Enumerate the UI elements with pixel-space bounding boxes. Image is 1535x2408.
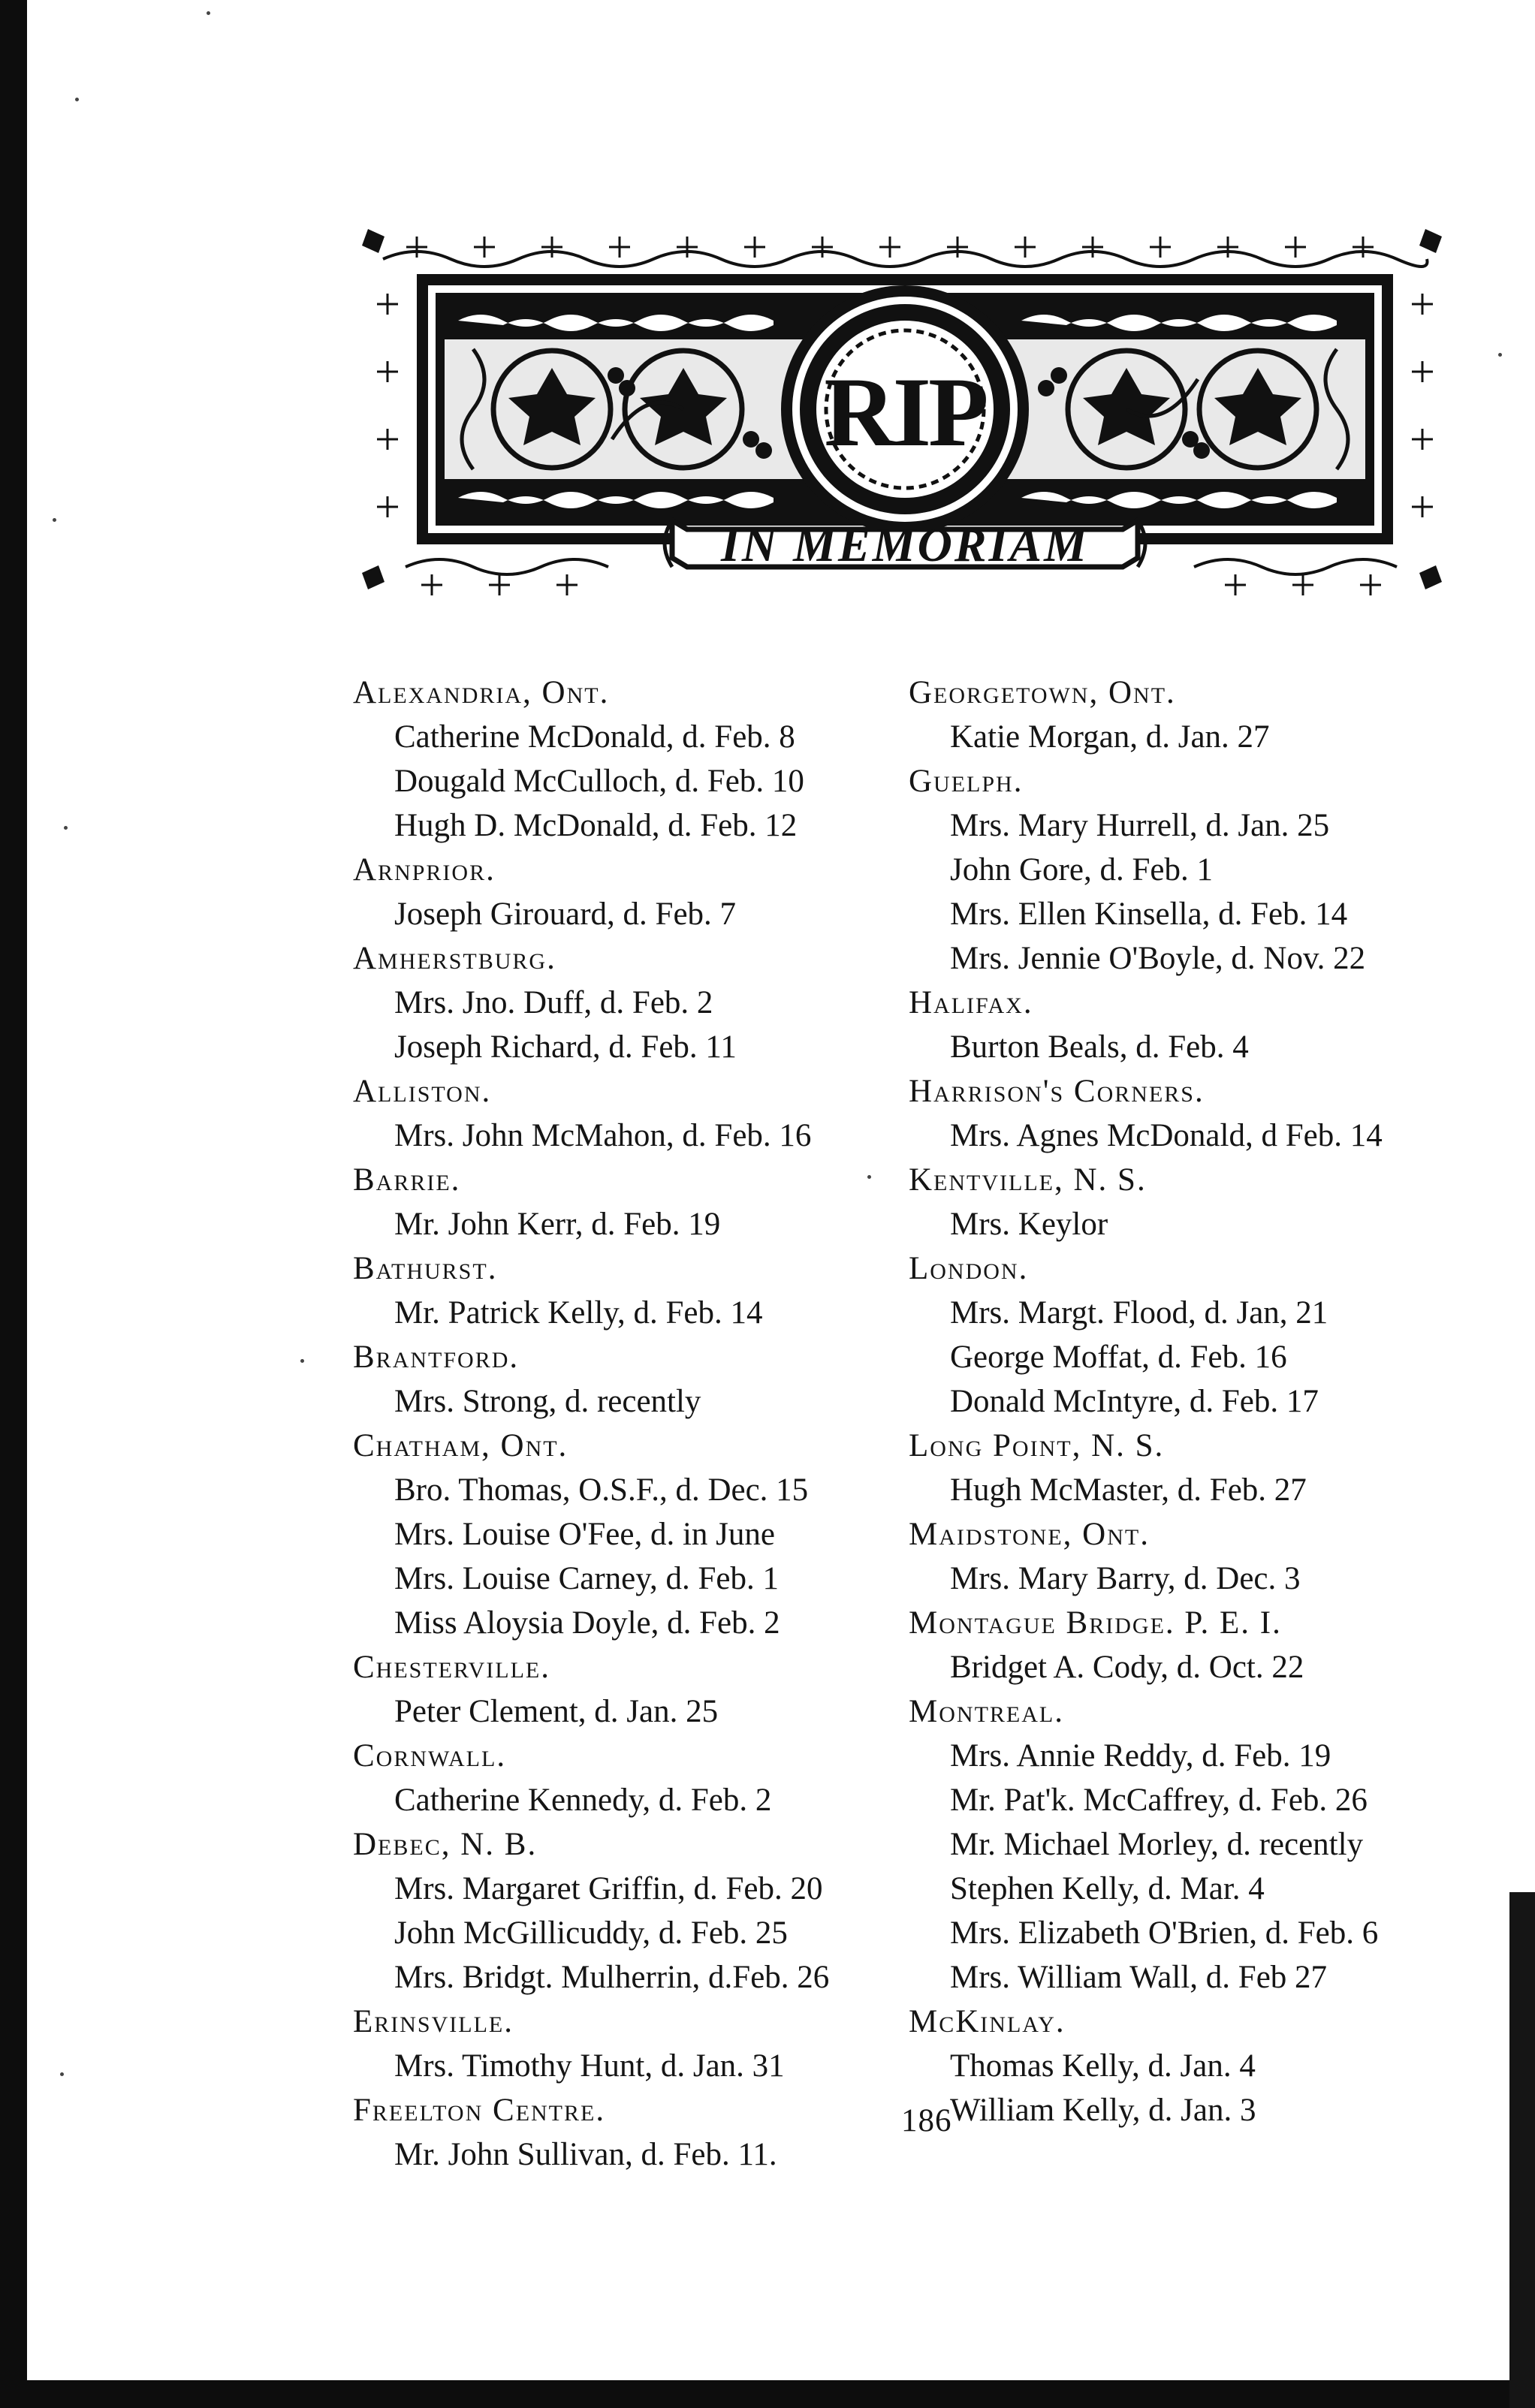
place-heading: Montreal. — [909, 1694, 1064, 1729]
obituary-entry: Mr. Pat'k. McCaffrey, d. Feb. 26 — [950, 1783, 1368, 1818]
obituary-entry: Joseph Girouard, d. Feb. 7 — [394, 897, 737, 932]
place-heading: Amherstburg. — [353, 941, 556, 976]
place-heading: Maidstone, Ont. — [909, 1517, 1150, 1552]
obituary-entry: Mrs. Timothy Hunt, d. Jan. 31 — [394, 2048, 785, 2084]
obituary-entry: Mrs. Jennie O'Boyle, d. Nov. 22 — [950, 941, 1366, 976]
place-heading: Harrison's Corners. — [909, 1074, 1205, 1109]
obituary-entry: Hugh D. McDonald, d. Feb. 12 — [394, 808, 798, 843]
obituary-entry: Mrs. Margaret Griffin, d. Feb. 20 — [394, 1871, 823, 1906]
obituary-entry: Mrs. Elizabeth O'Brien, d. Feb. 6 — [950, 1915, 1379, 1951]
banner-illustration — [360, 214, 1449, 623]
obituary-entry: Miss Aloysia Doyle, d. Feb. 2 — [394, 1605, 780, 1641]
page-number: 186 — [901, 2103, 952, 2138]
obituary-entry: Mrs. Strong, d. recently — [394, 1384, 701, 1419]
obituary-entry: William Kelly, d. Jan. 3 — [950, 2093, 1256, 2128]
obituary-entry: Thomas Kelly, d. Jan. 4 — [950, 2048, 1256, 2084]
obituary-entry: Burton Beals, d. Feb. 4 — [950, 1029, 1249, 1065]
in-memoriam-banner — [360, 214, 1449, 623]
obituary-entry: Katie Morgan, d. Jan. 27 — [950, 719, 1270, 755]
obituary-entry: Peter Clement, d. Jan. 25 — [394, 1694, 719, 1729]
obituary-entry: Mrs. Louise Carney, d. Feb. 1 — [394, 1561, 779, 1596]
obituary-entry: Mr. John Kerr, d. Feb. 19 — [394, 1207, 721, 1242]
obituary-entry: Mrs. Mary Hurrell, d. Jan. 25 — [950, 808, 1330, 843]
print-speck — [64, 826, 68, 830]
obituary-entry: Mrs. Louise O'Fee, d. in June — [394, 1517, 775, 1552]
obituary-entry: Dougald McCulloch, d. Feb. 10 — [394, 764, 804, 799]
place-heading: Long Point, N. S. — [909, 1428, 1165, 1463]
print-speck — [1498, 353, 1502, 357]
place-heading: Arnprior. — [353, 852, 496, 888]
place-heading: Freelton Centre. — [353, 2093, 606, 2128]
obituary-entry: Mrs. William Wall, d. Feb 27 — [950, 1960, 1328, 1995]
obituary-column-right — [909, 671, 1479, 2132]
obituary-entry: Mrs. Bridgt. Mulherrin, d.Feb. 26 — [394, 1960, 830, 1995]
place-heading: Chatham, Ont. — [353, 1428, 568, 1463]
place-heading: London. — [909, 1251, 1029, 1286]
place-heading: Georgetown, Ont. — [909, 675, 1176, 710]
obituary-entry: John Gore, d. Feb. 1 — [950, 852, 1213, 888]
print-speck — [60, 2072, 64, 2076]
obituary-entry: Mrs. Keylor — [950, 1207, 1108, 1242]
obituary-entry: George Moffat, d. Feb. 16 — [950, 1340, 1287, 1375]
place-heading: Bathurst. — [353, 1251, 498, 1286]
rip-monogram: RIP — [824, 357, 986, 467]
obituary-entry: Mrs. Agnes McDonald, d Feb. 14 — [950, 1118, 1383, 1153]
place-heading: Brantford. — [353, 1340, 520, 1375]
place-heading: Erinsville. — [353, 2004, 514, 2039]
obituary-entry: Mr. Michael Morley, d. recently — [950, 1827, 1364, 1862]
obituary-entry: Mrs. Margt. Flood, d. Jan, 21 — [950, 1295, 1328, 1331]
print-speck — [53, 518, 56, 522]
page-edge-left — [0, 0, 27, 2408]
obituary-entry: Mr. Patrick Kelly, d. Feb. 14 — [394, 1295, 763, 1331]
obituary-column-left — [353, 671, 924, 2177]
place-heading: Alexandria, Ont. — [353, 675, 610, 710]
obituary-entry: John McGillicuddy, d. Feb. 25 — [394, 1915, 788, 1951]
obituary-entry: Donald McIntyre, d. Feb. 17 — [950, 1384, 1319, 1419]
obituary-entry: Bridget A. Cody, d. Oct. 22 — [950, 1650, 1304, 1685]
place-heading: McKinlay. — [909, 2004, 1066, 2039]
page-edge-bottom — [0, 2380, 1535, 2408]
obituary-entry: Catherine Kennedy, d. Feb. 2 — [394, 1783, 772, 1818]
print-speck — [300, 1359, 304, 1363]
obituary-entry: Mrs. Mary Barry, d. Dec. 3 — [950, 1561, 1301, 1596]
obituary-entry: Hugh McMaster, d. Feb. 27 — [950, 1472, 1307, 1508]
obituary-entry: Stephen Kelly, d. Mar. 4 — [950, 1871, 1265, 1906]
obituary-entry: Mrs. Ellen Kinsella, d. Feb. 14 — [950, 897, 1348, 932]
place-heading: Guelph. — [909, 764, 1024, 799]
print-speck — [75, 98, 79, 101]
place-heading: Montague Bridge. P. E. I. — [909, 1605, 1282, 1641]
obituary-entry: Bro. Thomas, O.S.F., d. Dec. 15 — [394, 1472, 809, 1508]
obituary-entry: Mrs. John McMahon, d. Feb. 16 — [394, 1118, 812, 1153]
in-memoriam-title: IN MEMORIAM — [720, 518, 1090, 571]
place-heading: Debec, N. B. — [353, 1827, 538, 1862]
place-heading: Cornwall. — [353, 1738, 507, 1774]
obituary-entry: Mrs. Annie Reddy, d. Feb. 19 — [950, 1738, 1331, 1774]
place-heading: Alliston. — [353, 1074, 492, 1109]
obituary-entry: Mrs. Jno. Duff, d. Feb. 2 — [394, 985, 713, 1020]
place-heading: Kentville, N. S. — [909, 1162, 1147, 1198]
obituary-entry: Catherine McDonald, d. Feb. 8 — [394, 719, 795, 755]
place-heading: Chesterville. — [353, 1650, 550, 1685]
obituary-entry: Joseph Richard, d. Feb. 11 — [394, 1029, 737, 1065]
obituary-entry: Mr. John Sullivan, d. Feb. 11. — [394, 2137, 777, 2172]
place-heading: Barrie. — [353, 1162, 461, 1198]
page-edge-right — [1509, 1892, 1535, 2408]
place-heading: Halifax. — [909, 985, 1033, 1020]
print-speck — [207, 11, 210, 15]
